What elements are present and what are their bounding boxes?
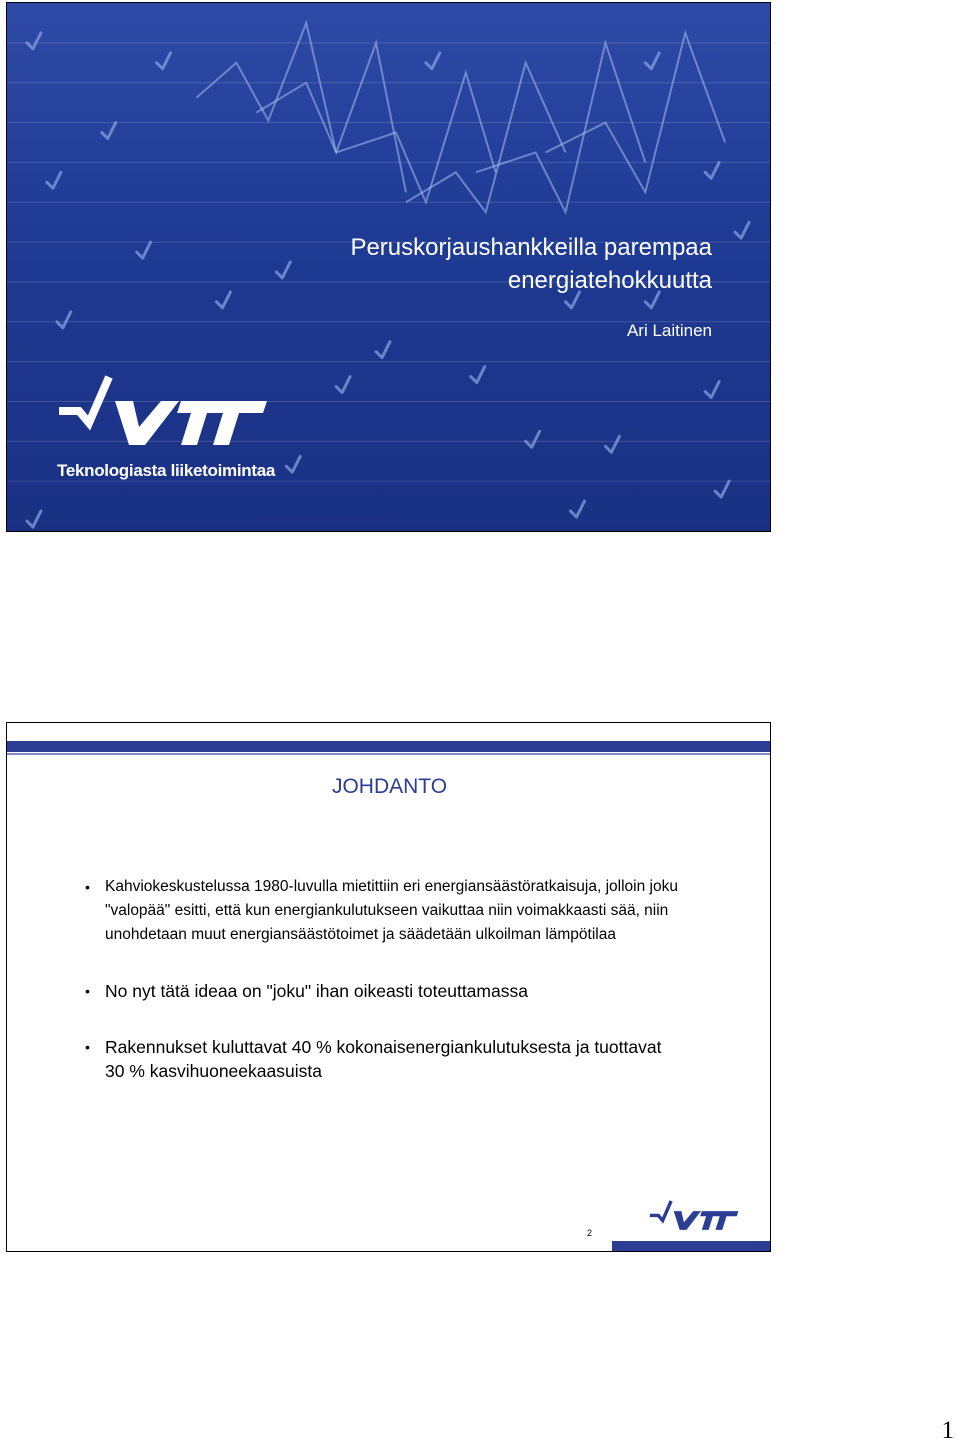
slide-heading: JOHDANTO <box>331 775 448 798</box>
list-item <box>85 875 685 947</box>
vtt-logo-icon <box>57 375 273 445</box>
bullet-text: Kahviokeskustelussa 1980-luvulla mietittiin eri energiansäästöratkaisuja, jolloin joku "valopää" esitti, että kun energiankulutukseen vaikuttaa niin voimakkaasti sää, niin unohdetaan muut energiansäästötoimet ja säädetään ulkoilman lämpötilaa <box>105 878 678 943</box>
title-line-1: Peruskorjaushankkeilla parempaa <box>350 234 712 261</box>
bullet-icon: • <box>85 983 90 999</box>
slide-page-number: 2 <box>587 1228 593 1238</box>
bullet-text: Rakennukset kuluttavat 40 % kokonaisenergiankulutuksesta ja tuottavat 30 % kasvihuoneekaasuista <box>105 1037 662 1081</box>
presentation-title <box>232 231 712 297</box>
vtt-logo-icon <box>649 1197 741 1233</box>
bullet-list <box>85 875 685 1115</box>
header-bar-underline <box>7 753 770 755</box>
author-name: Ari Laitinen <box>626 321 712 340</box>
header-bar <box>7 741 770 752</box>
vtt-tagline: Teknologiasta liiketoimintaa <box>57 461 276 480</box>
title-line-2: energiatehokkuutta <box>507 267 712 294</box>
content-slide <box>6 722 771 1252</box>
title-slide <box>6 2 771 532</box>
list-item <box>85 1035 685 1083</box>
bullet-icon: • <box>85 1039 90 1055</box>
sheet-page-number: 1 <box>941 1417 954 1444</box>
footer-bar <box>612 1241 770 1252</box>
list-item <box>85 979 685 1003</box>
bullet-icon: • <box>85 879 90 895</box>
bullet-text: No nyt tätä ideaa on "joku" ihan oikeasti toteuttamassa <box>105 981 528 1001</box>
